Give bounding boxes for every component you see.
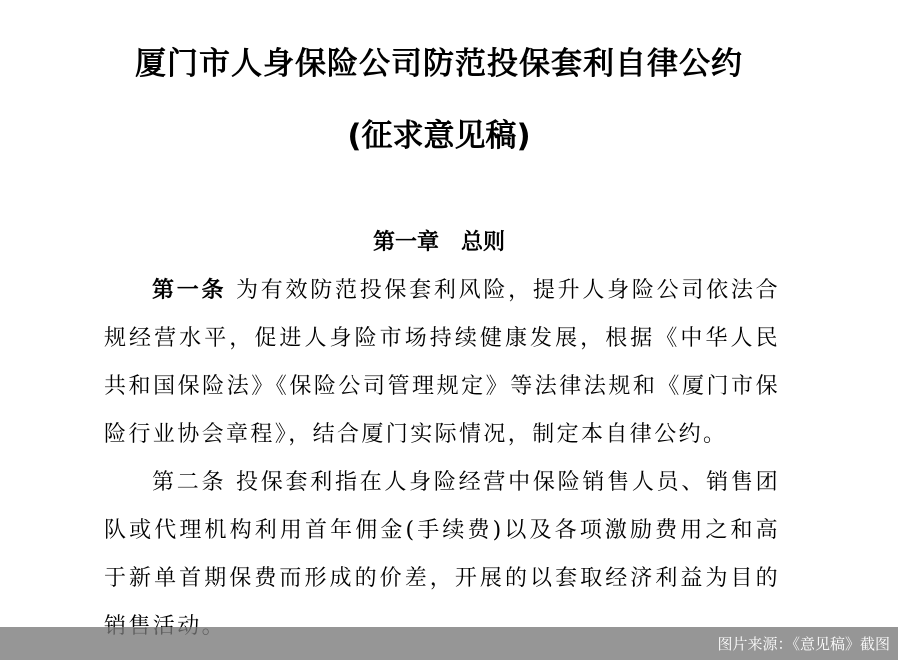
article-text: 为有效防范投保套利风险，提升人身险公司依法合规经营水平，促进人身险市场持续健康发展，根据《中华人民共和国保险法》《保险公司管理规定》等法律法规和《厦门市保险行业协会章程》，结合厦门实际情况，制定本自律公约。 bbox=[104, 278, 780, 447]
article-text: 投保套利指在人身险经营中保险销售人员、销售团队或代理机构利用首年佣金(手续费)以及各项激励费用之和高于新单首期保费而形成的价差，开展的以套取经济利益为目的 bbox=[104, 470, 780, 591]
article-label: 第一条 bbox=[152, 278, 227, 303]
article-paragraph bbox=[104, 459, 780, 651]
article-paragraph bbox=[104, 267, 780, 459]
document-subtitle: (征求意见稿) bbox=[347, 118, 531, 154]
article-label: 第二条 bbox=[152, 470, 227, 495]
document-title: 厦门市人身保险公司防范投保套利自律公约 bbox=[135, 46, 743, 82]
chapter-heading: 第一章 总则 bbox=[372, 230, 505, 255]
image-source-bar bbox=[0, 627, 898, 660]
image-source-caption: 图片来源：《意见稿》截图 bbox=[717, 635, 890, 653]
